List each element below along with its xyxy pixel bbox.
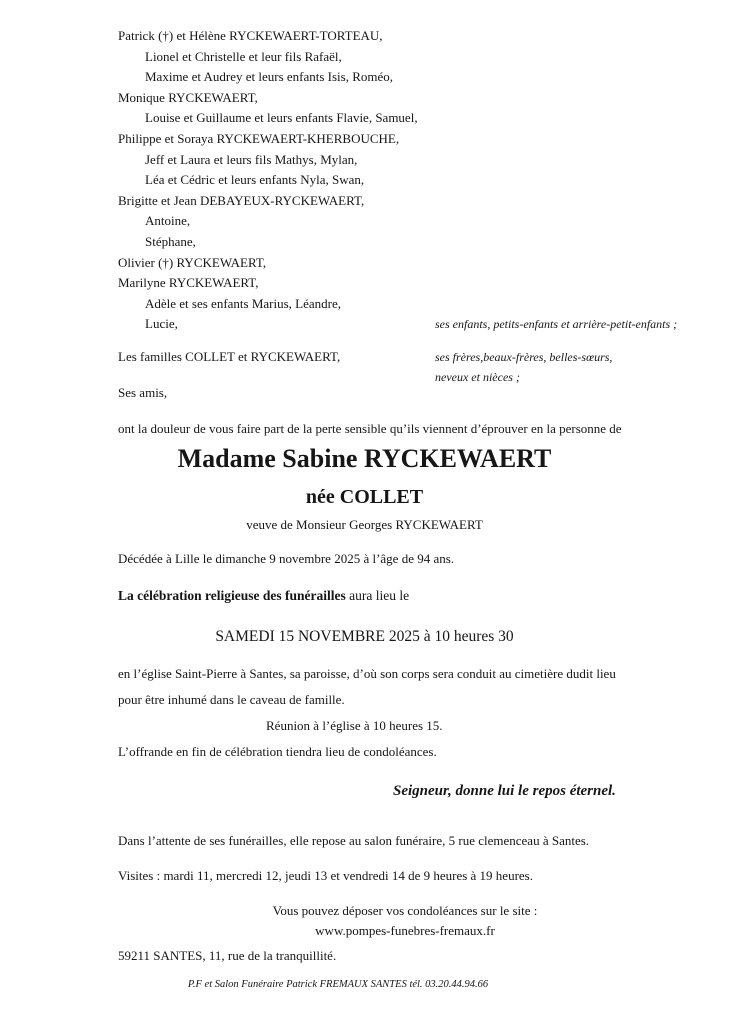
friends-line: Ses amis, [118, 385, 168, 400]
footer-funeral-home-line: P.F et Salon Funéraire Patrick FREMAUX SANTES tél. 03.20.44.94.66 [187, 979, 489, 990]
family-member-line: Lucie, [145, 316, 178, 332]
condolences-invite-line: Vous pouvez déposer vos condoléances sur le site : [272, 903, 538, 918]
relation-siblings-line2: neveux et nièces ; [435, 370, 520, 384]
family-member-line: Adèle et ses enfants Marius, Léandre, [145, 295, 342, 311]
ceremony-intro-rest: aura lieu le [345, 588, 410, 603]
relation-siblings-line1: ses frères,beaux-frères, belles-sœurs, [435, 350, 613, 364]
offering-line: L’offrande en fin de célébration tiendra lieu de condoléances. [118, 744, 437, 759]
ceremony-location-line1: en l’église Saint-Pierre à Santes, sa paroisse, d’où son corps sera conduit au cimetière dudit lieu [118, 666, 616, 681]
death-notice-line: Décédée à Lille le dimanche 9 novembre 2025 à l’âge de 94 ans. [118, 551, 455, 566]
announcement-line: ont la douleur de vous faire part de la perte sensible qu’ils viennent d’éprouver en la personne de [118, 421, 622, 436]
relation-siblings-note [435, 347, 612, 387]
meeting-line: Réunion à l’église à 10 heures 15. [266, 718, 443, 733]
maiden-name: née COLLET [305, 486, 424, 508]
family-member-line: Monique RYCKEWAERT, [118, 89, 258, 105]
family-members-list [118, 26, 418, 335]
family-member-line: Léa et Cédric et leurs enfants Nyla, Swan, [145, 172, 365, 188]
widow-line: veuve de Monsieur Georges RYCKEWAERT [246, 517, 483, 532]
prayer-line: Seigneur, donne lui le repos éternel. [393, 783, 616, 799]
family-member-line: Maxime et Audrey et leurs enfants Isis, Roméo, [145, 69, 394, 85]
family-member-line: Philippe et Soraya RYCKEWAERT-KHERBOUCHE, [118, 130, 400, 146]
deceased-name: Madame Sabine RYCKEWAERT [177, 444, 552, 473]
family-member-line: Louise et Guillaume et leurs enfants Flavie, Samuel, [145, 110, 418, 126]
ceremony-location-line2: pour être inhumé dans le caveau de famille. [118, 692, 345, 707]
ceremony-datetime: SAMEDI 15 NOVEMBRE 2025 à 10 heures 30 [215, 628, 514, 645]
funeral-home-address: 59211 SANTES, 11, rue de la tranquillité. [118, 948, 337, 963]
family-member-line: Antoine, [145, 213, 191, 229]
family-member-line: Patrick (†) et Hélène RYCKEWAERT-TORTEAU, [118, 28, 383, 43]
ceremony-intro-line [118, 588, 409, 604]
visits-line: Visites : mardi 11, mercredi 12, jeudi 13 et vendredi 14 de 9 heures à 19 heures. [118, 868, 533, 883]
family-member-line: Marilyne RYCKEWAERT, [118, 275, 259, 291]
condolences-block [100, 901, 710, 940]
repose-line: Dans l’attente de ses funérailles, elle repose au salon funéraire, 5 rue clemenceau à Santes. [118, 833, 590, 848]
relation-children-note: ses enfants, petits-enfants et arrière-petit-enfants ; [435, 317, 678, 331]
family-member-line: Lionel et Christelle et leur fils Rafaël, [145, 48, 342, 64]
family-member-line: Jeff et Laura et leurs fils Mathys, Mylan, [145, 151, 358, 167]
family-member-line: Stéphane, [145, 233, 196, 249]
ceremony-intro-bold: La célébration religieuse des funérailles [118, 588, 346, 603]
condolences-website: www.pompes-funebres-fremaux.fr [315, 922, 495, 938]
family-member-line: Olivier (†) RYCKEWAERT, [118, 254, 267, 270]
family-member-line: Brigitte et Jean DEBAYEUX-RYCKEWAERT, [118, 192, 365, 208]
families-line: Les familles COLLET et RYCKEWAERT, [118, 349, 341, 364]
